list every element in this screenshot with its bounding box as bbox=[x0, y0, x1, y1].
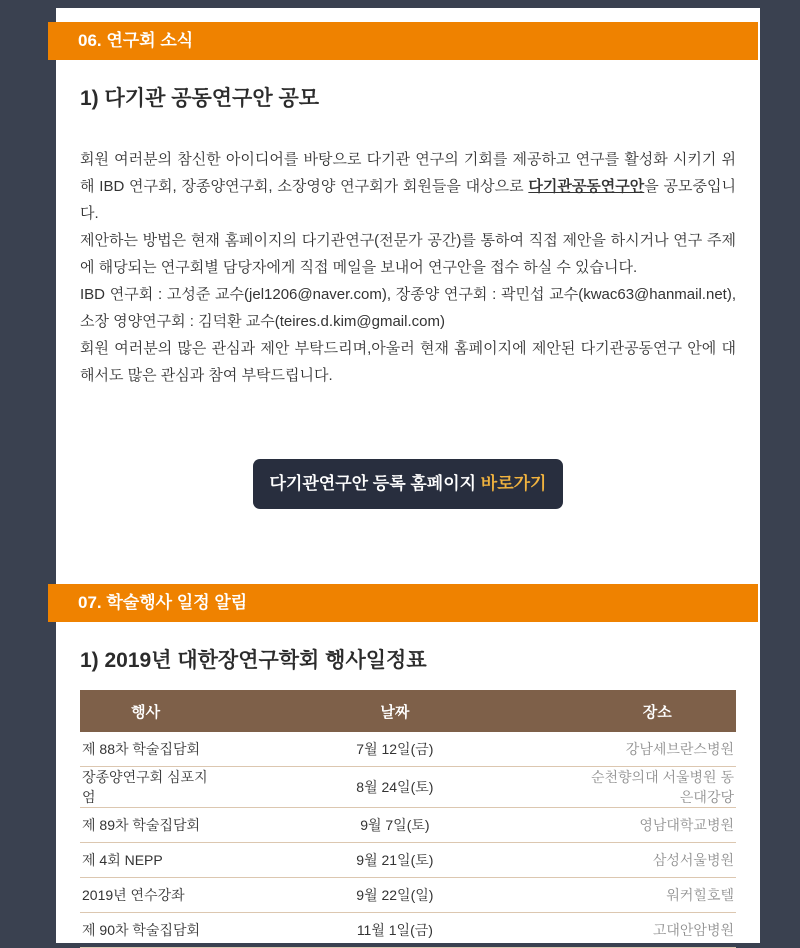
venue-cell: 워커힐호텔 bbox=[579, 878, 736, 913]
date-cell: 8월 24일(토) bbox=[211, 767, 578, 808]
cta-highlight-label: 바로가기 bbox=[480, 474, 547, 493]
table-row bbox=[80, 732, 736, 767]
column-header-venue: 장소 bbox=[579, 690, 736, 732]
date-cell: 9월 22일(일) bbox=[211, 878, 578, 913]
table-row bbox=[80, 808, 736, 843]
news-body bbox=[80, 146, 736, 389]
news-subsection-title: 1) 다기관 공동연구안 공모 bbox=[80, 87, 320, 110]
table-header-row bbox=[80, 690, 736, 732]
section-banner-07-label: 07. 학술행사 일정 알림 bbox=[78, 593, 248, 612]
venue-cell: 강남세브란스병원 bbox=[579, 732, 736, 767]
event-cell: 2019년 연수강좌 bbox=[80, 878, 211, 913]
news-paragraph-3: IBD 연구회 : 고성준 교수(jel1206@naver.com), 장종양 연구회 : 곽민섭 교수(kwac63@hanmail.net), 소장 영양연구회 : 김덕환 교수(teires.d.kim@gmail.com) bbox=[80, 286, 736, 330]
date-cell: 9월 7일(토) bbox=[211, 808, 578, 843]
news-paragraph-2: 제안하는 방법은 현재 홈페이지의 다기관연구(전문가 공간)를 통하여 직접 제안을 하시거나 연구 주제에 해당되는 연구회별 담당자에게 직접 메일을 보내어 연구안을 접수 하실 수 있습니다. bbox=[80, 232, 736, 276]
section-banner-06-label: 06. 연구회 소식 bbox=[78, 31, 194, 50]
column-header-event: 행사 bbox=[80, 690, 211, 732]
table-row bbox=[80, 767, 736, 808]
news-paragraph-1-tail: 을 공모중입니다. bbox=[80, 178, 736, 222]
schedule-subsection-title: 1) 2019년 대한장연구학회 행사일정표 bbox=[80, 649, 427, 672]
table-row bbox=[80, 843, 736, 878]
venue-cell: 영남대학교병원 bbox=[579, 808, 736, 843]
date-cell: 9월 21일(토) bbox=[211, 843, 578, 878]
venue-cell: 삼성서울병원 bbox=[579, 843, 736, 878]
news-paragraph-1 bbox=[80, 146, 736, 227]
section-banner-06 bbox=[48, 22, 758, 60]
cta-row bbox=[56, 459, 760, 509]
event-cell: 장종양연구회 심포지엄 bbox=[80, 767, 211, 808]
news-paragraph-4: 회원 여러분의 많은 관심과 제안 부탁드리며,아울러 현재 홈페이지에 제안된 다기관공동연구 안에 대해서도 많은 관심과 참여 부탁드립니다. bbox=[80, 340, 736, 384]
event-cell: 제 90차 학술집담회 bbox=[80, 913, 211, 948]
venue-cell: 순천향의대 서울병원 동은대강당 bbox=[579, 767, 736, 808]
event-schedule-table bbox=[80, 690, 736, 948]
date-cell: 7월 12일(금) bbox=[211, 732, 578, 767]
date-cell: 11월 1일(금) bbox=[211, 913, 578, 948]
section-banner-07 bbox=[48, 584, 758, 622]
cta-label: 다기관연구안 등록 홈페이지 bbox=[269, 474, 481, 493]
news-paragraph-1-text: 회원 여러분의 참신한 아이디어를 바탕으로 다기관 연구의 기회를 제공하고 연구를 활성화 시키기 위해 IBD 연구회, 장종양연구회, 소장영양 연구회가 회원들을 대상으로 bbox=[80, 151, 736, 195]
column-header-date: 날짜 bbox=[211, 690, 578, 732]
emphasis-underline: 다기관공동연구안 bbox=[528, 178, 645, 195]
content-panel bbox=[56, 8, 760, 943]
table-row bbox=[80, 913, 736, 948]
multicenter-registration-link-button[interactable] bbox=[253, 459, 563, 509]
event-cell: 제 88차 학술집담회 bbox=[80, 732, 211, 767]
event-cell: 제 4회 NEPP bbox=[80, 843, 211, 878]
venue-cell: 고대안암병원 bbox=[579, 913, 736, 948]
table-row bbox=[80, 878, 736, 913]
event-cell: 제 89차 학술집담회 bbox=[80, 808, 211, 843]
